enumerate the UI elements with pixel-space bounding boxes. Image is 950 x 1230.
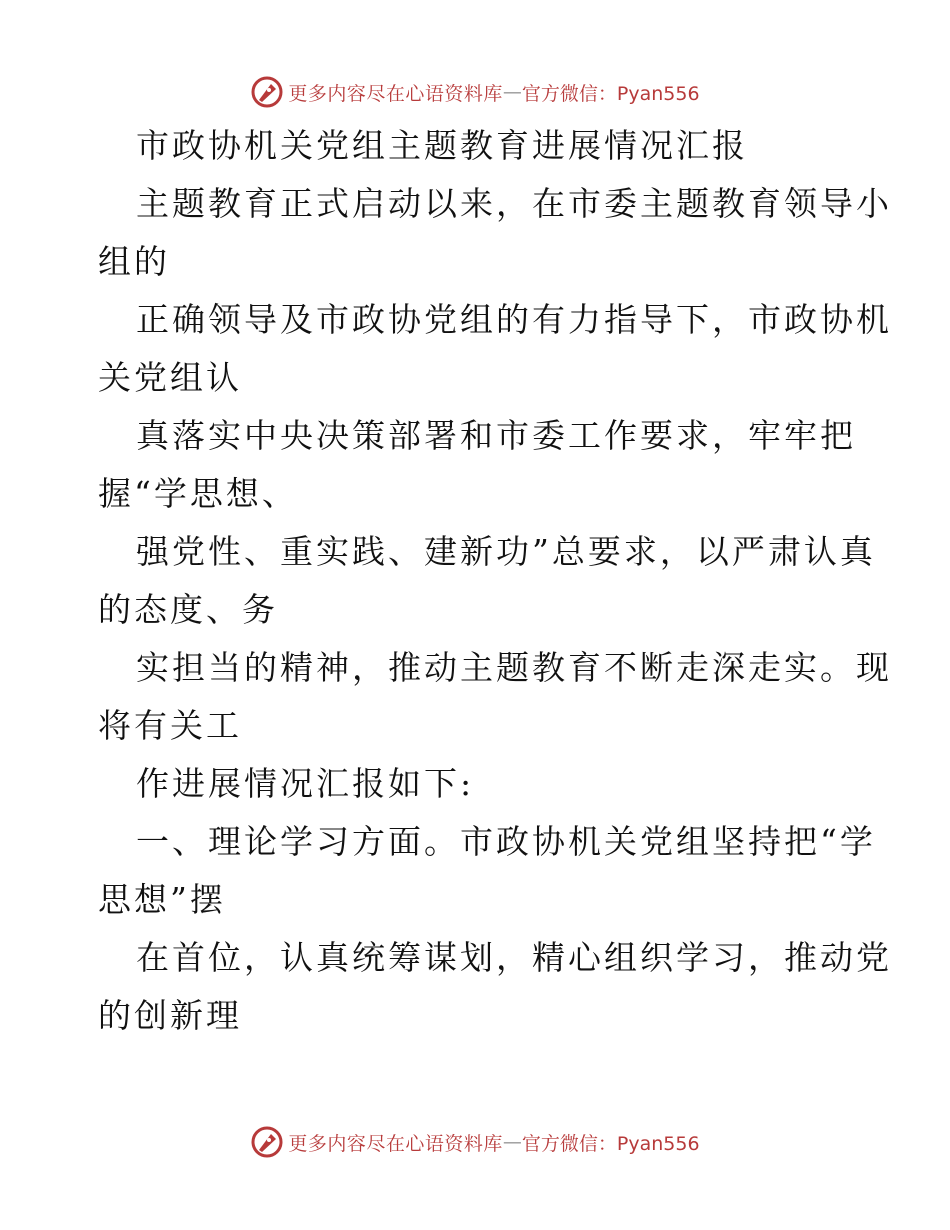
text-line: 真落实中央决策部署和市委工作要求，牢牢把 xyxy=(136,416,856,455)
text-line: 主题教育正式启动以来，在市委主题教育领导小 xyxy=(136,184,892,223)
banner-wechat: 官方微信：Pyan556 xyxy=(521,1132,700,1155)
text-line: 的态度、务 xyxy=(98,590,278,629)
banner-text: 更多内容尽在心语资料库 xyxy=(288,1132,503,1155)
header-watermark-banner xyxy=(0,72,950,112)
document-body xyxy=(98,117,892,1045)
document-title: 市政协机关党组主题教育进展情况汇报 xyxy=(136,126,748,165)
text-line: 一、理论学习方面。市政协机关党组坚持把“学 xyxy=(136,822,876,861)
pen-nib-logo-icon xyxy=(250,75,284,109)
text-line: 强党性、重实践、建新功”总要求，以严肃认真 xyxy=(136,532,876,571)
text-line: 握“学思想、 xyxy=(98,474,298,513)
banner-dash: — xyxy=(502,81,522,103)
banner-wechat: 官方微信：Pyan556 xyxy=(521,82,700,105)
text-line: 实担当的精神，推动主题教育不断走深走实。现 xyxy=(136,648,892,687)
banner-dash: — xyxy=(502,1131,522,1153)
text-line: 关党组认 xyxy=(98,358,242,397)
text-line: 将有关工 xyxy=(98,706,242,745)
text-line: 在首位，认真统筹谋划，精心组织学习，推动党 xyxy=(136,938,892,977)
text-line: 作进展情况汇报如下: xyxy=(136,764,475,803)
banner-text: 更多内容尽在心语资料库 xyxy=(288,82,503,105)
text-line: 组的 xyxy=(98,242,170,281)
pen-nib-logo-icon xyxy=(250,1125,284,1159)
text-line: 思想”摆 xyxy=(98,880,226,919)
footer-watermark-banner xyxy=(0,1122,950,1162)
text-line: 的创新理 xyxy=(98,996,242,1035)
text-line: 正确领导及市政协党组的有力指导下，市政协机 xyxy=(136,300,892,339)
